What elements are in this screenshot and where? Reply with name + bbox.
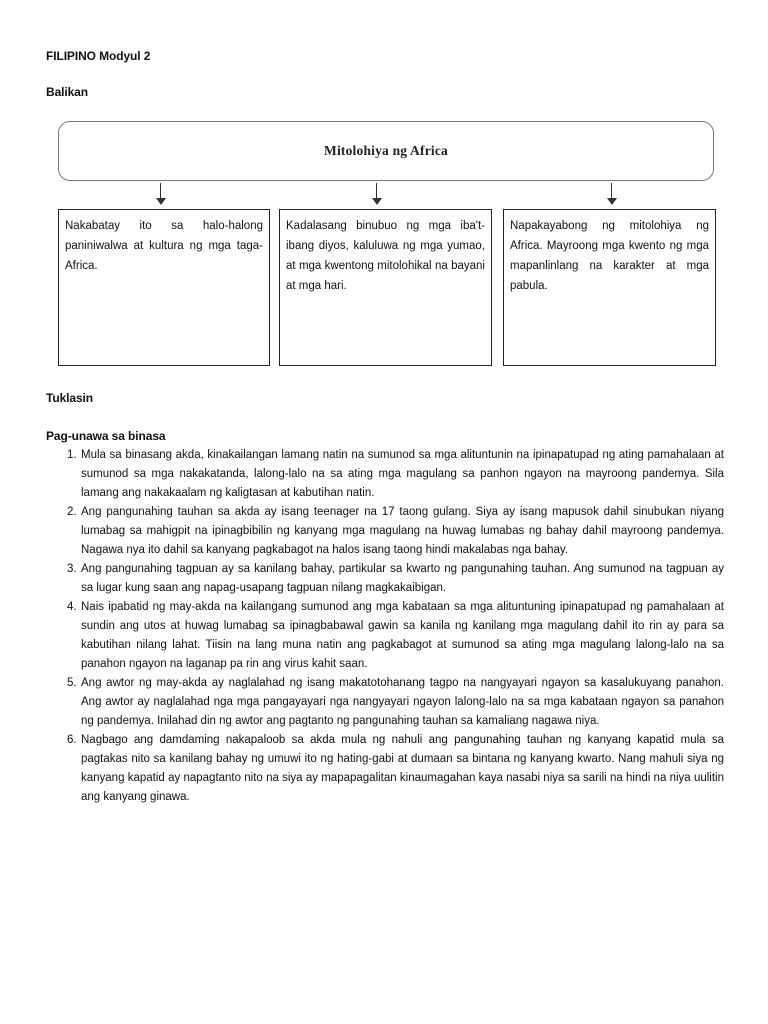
answer-list (46, 446, 724, 807)
answer-text: Ang pangunahing tagpuan ay sa kanilang bahay, partikular sa kwarto ng pangunahing tauhan. Ang sumunod na tagpuan ay sa lugar kung saan ang napag-usapang tagpuan nilang magkakaibigan. (81, 563, 724, 594)
concept-box (279, 209, 492, 366)
answer-number: 3. (67, 563, 77, 575)
down-arrow-icon (372, 183, 382, 207)
answer-number: 4. (67, 601, 77, 613)
answer-text: Nais ipabatid ng may-akda na kailangang sumunod ang mga kabataan sa mga alituntuning ipinapatupad ng pamahalaan at sundin ang utos at huwag lumabag sa ipinagbabawal gawin sa kanila ng kanilang mga magulang dahil ito rin ay para sa kabutihan nilang lahat. Tiisin na lang muna natin ang pagkabagot at sumunod sa ating mga magulang lalong-lalo na sa panahon ngayon na laganap pa rin ang virus kahit saan. (81, 601, 724, 670)
answer-item (46, 503, 724, 560)
answer-item (46, 731, 724, 807)
concept-map-title-box (58, 121, 714, 181)
concept-box-text: Nakabatay ito sa halo-halong paniniwalwa at kultura ng mga taga-Africa. (65, 220, 263, 272)
concept-box (58, 209, 270, 366)
concept-box (503, 209, 716, 366)
answer-text: Ang awtor ng may-akda ay naglalahad ng isang makatotohanang tagpo na nangyayari ngayon sa kasalukuyang panahon. Ang awtor ay naglalahad nga mga pangayayari nga nangyayari ngayon lalong-lalo na sa mga kabataan ngayon sa panahon ng pandemya. Inilahad din ng awtor ang pagtanto ng pangunahing tauhan sa kamaliang nagawa niya. (81, 677, 724, 727)
answer-number: 6. (67, 734, 77, 746)
answer-item (46, 598, 724, 674)
answer-number: 1. (67, 449, 77, 461)
answer-text: Ang pangunahing tauhan sa akda ay isang teenager na 17 taong gulang. Siya ay isang mapusok dahil sinubukan niyang lumabag sa mahigpit na ipinagbibilin ng kanyang mga magulang na huwag lumabas ng bahay dahil mayroong pandemya. Nagawa nya ito dahil sa kanyang pagkabagot na halos isang taong hindi makalabas nga bahay. (81, 506, 724, 556)
down-arrow-icon (156, 183, 166, 207)
concept-map-title: Mitolohiya ng Africa (324, 143, 448, 158)
section-heading-balikan: Balikan (46, 85, 88, 99)
answer-number: 2. (67, 506, 77, 518)
answer-number: 5. (67, 677, 77, 689)
module-title: FILIPINO Modyul 2 (46, 49, 151, 63)
concept-box-text: Kadalasang binubuo ng mga iba't-ibang diyos, kaluluwa ng mga yumao, at mga kwentong mitolohikal na bayani at mga hari. (286, 220, 485, 292)
answer-text: Mula sa binasang akda, kinakailangan lamang natin na sumunod sa mga alituntunin na ipinapatupad ng ating pamahalaan at sumunod sa mga nakakatanda, lalong-lalo na sa ating mga magulang sa panhon ngayon na mayroong pandemya. Sila lamang ang nakakaalam ng kaligtasan at kabutihan natin. (81, 449, 724, 499)
concept-box-text: Napakayabong ng mitolohiya ng Africa. Mayroong mga kwento ng mga mapanlinlang na karakter at mga pabula. (510, 220, 709, 292)
answer-item (46, 674, 724, 731)
down-arrow-icon (607, 183, 617, 207)
section-heading-tuklasin: Tuklasin (46, 391, 93, 405)
answer-item (46, 446, 724, 503)
answer-item (46, 560, 724, 598)
answer-text: Nagbago ang damdaming nakapaloob sa akda mula ng nahuli ang pangunahing tauhan ng kanyang kapatid mula sa pagtakas nito sa kanilang bahay ng umuwi ito ng hating-gabi at dumaan sa bintana ng kanyang kwarto. Nang mahuli siya ng kanyang kapatid ay napagtanto nito na siya ay mapapagalitan kinaumagahan kaya nasabi niya sa sarili na hindi na niya uulitin ang kanyang ginawa. (81, 734, 724, 803)
subsection-heading: Pag-unawa sa binasa (46, 429, 166, 443)
